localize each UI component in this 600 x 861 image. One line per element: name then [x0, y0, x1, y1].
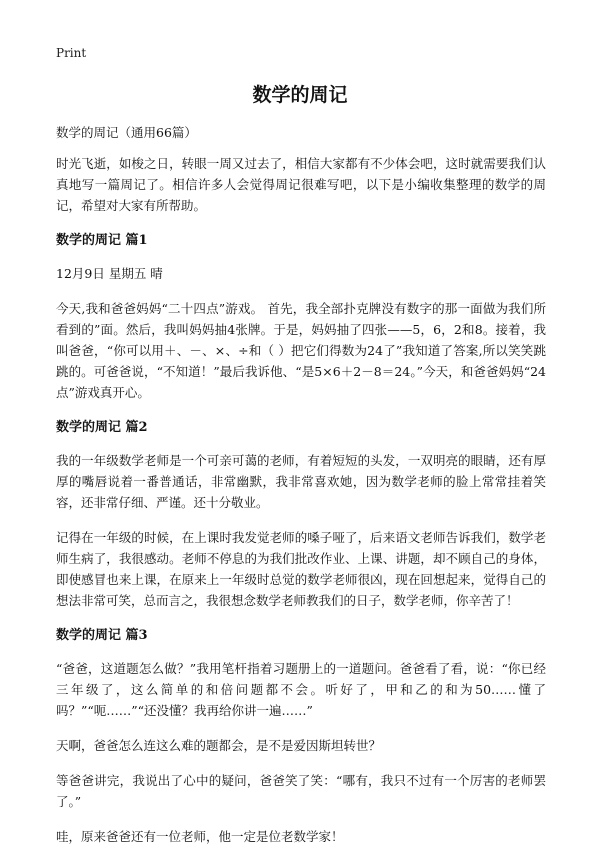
section-3-paragraph-1: “爸爸，这道题怎么做？”我用笔杆指着习题册上的一道题问。爸爸看了看，说：“你已经三年级了，这么简单的和倍问题都不会。听好了，甲和乙的和为50……懂了吗？”“呃……”“还没懂？我再给你讲一遍……”	[56, 661, 546, 718]
section-1-paragraph: 今天,我和爸爸妈妈“二十四点”游戏。 首先，我全部扑克牌没有数字的那一面做为我们所看到的”面。然后，我叫妈妈抽4张牌。于是，妈妈抽了四张——5，6，2和8。接着，我叫爸爸，“你可以用＋、－、×、÷和（ ）把它们得数为24了”我知道了答案,所以笑笑跳跳的。可爸爸说，“不知道！”最后我诉他、“是5×6＋2－8＝24。”今天，和爸爸妈妈“24点”游戏真开心。	[56, 301, 546, 400]
section-3-paragraph-4: 哇，原来爸爸还有一位老师，他一定是位老数学家！	[56, 829, 344, 844]
section-heading-3: 数学的周记 篇3	[56, 628, 148, 643]
article-subtitle: 数学的周记（通用66篇）	[56, 125, 197, 140]
article-body	[56, 122, 546, 861]
section-2-paragraph-1: 我的一年级数学老师是一个可亲可蔼的老师，有着短短的头发，一双明亮的眼睛，还有厚厚的嘴唇说着一番普通话，非常幽默，我非常喜欢她，因为数学老师的脸上常常挂着笑容，还非常仔细、严谨。还十分敬业。	[56, 453, 546, 510]
section-heading-2: 数学的周记 篇2	[56, 420, 148, 435]
section-heading-1: 数学的周记 篇1	[56, 233, 148, 248]
print-link[interactable]: Print	[56, 46, 87, 60]
section-3-paragraph-3: 等爸爸讲完，我说出了心中的疑问，爸爸笑了笑：“哪有，我只不过有一个厉害的老师罢了。”	[56, 773, 546, 809]
section-2-paragraph-2: 记得在一年级的时候，在上课时我发觉老师的嗓子哑了，后来语文老师告诉我们，数学老师生病了，我很感动。老师不停息的为我们批改作业、上课、讲题，却不顾自己的身体，即使感冒也来上课，在原来上一年级时总觉的数学老师很凶，现在回想起来，觉得自己的想法非常可笑，总而言之，我很想念数学老师教我们的日子，数学老师，你辛苦了！	[56, 530, 546, 608]
section-1-date: 12月9日 星期五 晴	[56, 266, 163, 281]
section-3-paragraph-2: 天啊，爸爸怎么连这么难的题都会，是不是爱因斯坦转世？	[56, 738, 382, 753]
page-title: 数学的周记	[252, 84, 348, 106]
intro-paragraph: 时光飞逝，如梭之日，转眼一周又过去了，相信大家都有不少体会吧，这时就需要我们认真地写一篇周记了。相信许多人会觉得周记很难写吧，以下是小编收集整理的数学的周记，希望对大家有所帮助。	[56, 156, 546, 213]
